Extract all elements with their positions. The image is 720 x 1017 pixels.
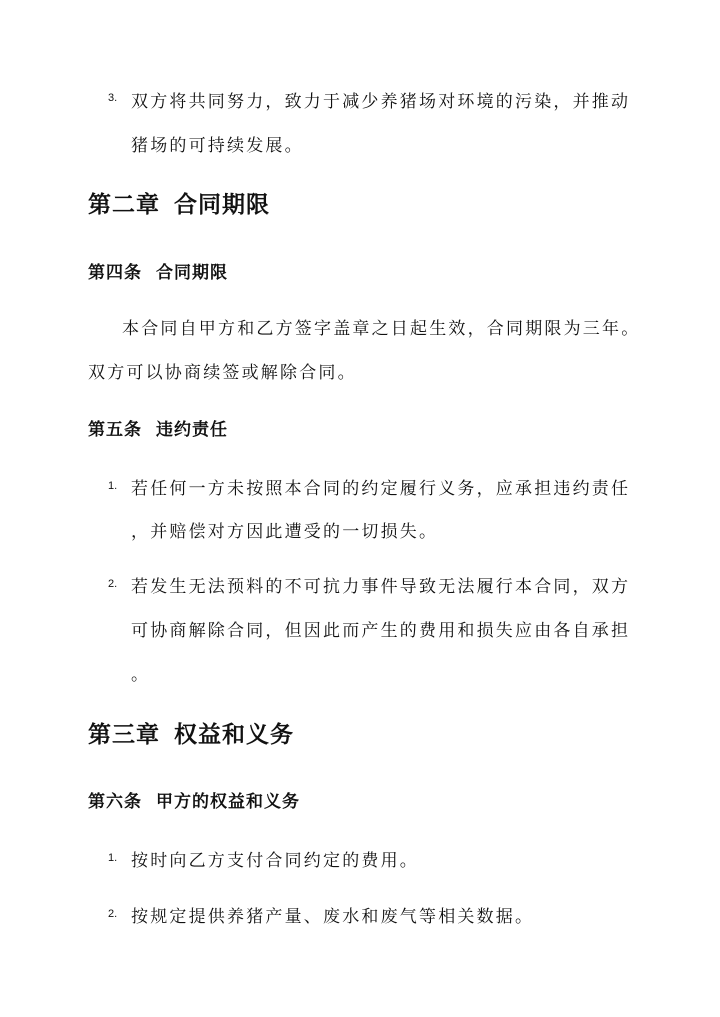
list-number: 2. [108, 908, 118, 920]
list-item-text: 若任何一方未按照本合同的约定履行义务，应承担违约责任 [131, 479, 631, 499]
paragraph-line: 双方可以协商续签或解除合同。 [88, 363, 357, 383]
list-number: 1. [108, 852, 118, 864]
article-label: 第四条 [88, 263, 142, 283]
list-item-text: 双方将共同努力，致力于减少养猪场对环境的污染，并推动 [131, 92, 631, 112]
list-number: 3. [108, 92, 118, 104]
list-item-text-continued: 。 [131, 665, 151, 685]
article-title: 甲方的权益和义务 [156, 792, 300, 812]
chapter-title: 权益和义务 [174, 721, 294, 748]
chapter-title: 合同期限 [174, 191, 270, 218]
list-number: 1. [108, 480, 118, 492]
list-item-text-continued: 猪场的可持续发展。 [131, 136, 304, 156]
article-heading [88, 258, 228, 283]
article-title: 合同期限 [156, 263, 228, 283]
article-label: 第五条 [88, 420, 142, 440]
list-item-text: 按规定提供养猪产量、废水和废气等相关数据。 [131, 907, 535, 927]
chapter-label: 第三章 [88, 721, 160, 748]
list-item-text-continued: ，并赔偿对方因此遭受的一切损失。 [131, 522, 439, 542]
list-item-text-continued: 可协商解除合同，但因此而产生的费用和损失应由各自承担 [131, 621, 631, 641]
list-item-text: 按时向乙方支付合同约定的费用。 [131, 851, 419, 871]
article-heading [88, 415, 228, 440]
chapter-heading [88, 716, 294, 749]
list-number: 2. [108, 578, 118, 590]
article-heading [88, 787, 300, 812]
article-title: 违约责任 [156, 420, 228, 440]
chapter-heading [88, 186, 270, 219]
chapter-label: 第二章 [88, 191, 160, 218]
list-item-text: 若发生无法预料的不可抗力事件导致无法履行本合同，双方 [131, 577, 631, 597]
article-label: 第六条 [88, 792, 142, 812]
paragraph-line: 本合同自甲方和乙方签字盖章之日起生效，合同期限为三年。 [122, 319, 641, 339]
